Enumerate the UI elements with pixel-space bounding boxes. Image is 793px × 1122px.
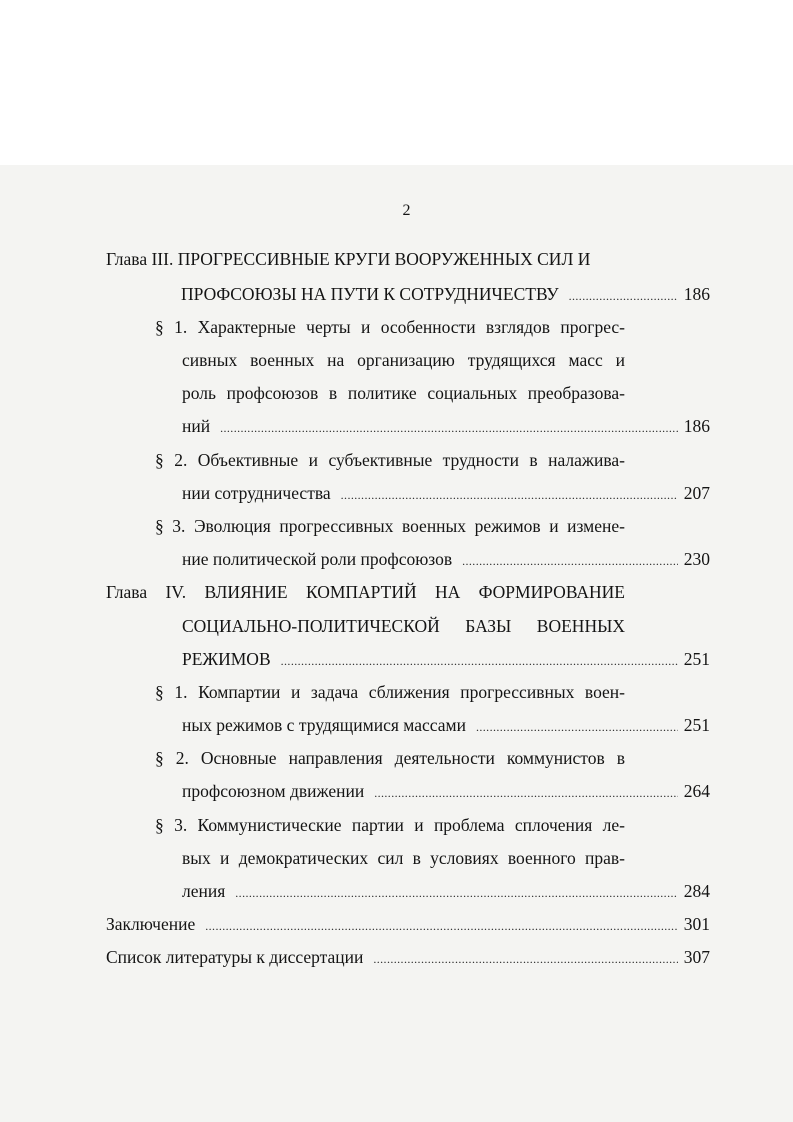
ch3-section-2-line-1: § 2. Объективные и субъективные трудности в налажива- [155, 450, 625, 470]
ch3-section-2-entry[interactable] [182, 481, 710, 505]
ch4-section-1-page: 251 [683, 715, 710, 735]
ch3-section-2-page: 207 [683, 483, 710, 503]
dot-leader [281, 649, 678, 671]
ch4-section-3-line-1: § 3. Коммунистические партии и проблема сплочения ле- [155, 815, 625, 835]
ch4-section-2-entry[interactable] [182, 779, 710, 803]
ch4-section-3-entry[interactable] [182, 879, 710, 903]
dot-leader [341, 483, 678, 505]
chapter-4-page: 251 [683, 649, 710, 669]
ch4-section-3-line-3: ления [182, 881, 226, 901]
ch3-section-1-line-2: сивных военных на организацию трудящихся масс и [182, 350, 625, 370]
ch4-section-2-line-2: профсоюзном движении [182, 781, 365, 801]
dot-leader [235, 881, 677, 903]
ch4-section-1-line-1: § 1. Компартии и задача сближения прогрессивных воен- [155, 682, 625, 702]
ch3-section-3-entry[interactable] [182, 547, 710, 571]
bibliography-title: Список литературы к диссертации [106, 947, 364, 967]
conclusion-entry[interactable] [106, 912, 710, 936]
ch3-section-3-line-2: ние политической роли профсоюзов [182, 549, 453, 569]
bibliography-entry[interactable] [106, 945, 710, 969]
dot-leader [374, 781, 678, 803]
chapter-4-title-line-1: Глава IV. ВЛИЯНИЕ КОМПАРТИЙ НА ФОРМИРОВАНИЕ [106, 582, 625, 602]
dot-leader [373, 947, 677, 969]
dot-leader [462, 549, 678, 571]
ch4-section-1-line-2: ных режимов с трудящимися массами [182, 715, 466, 735]
ch4-section-2-line-1: § 2. Основные направления деятельности коммунистов в [155, 748, 625, 768]
chapter-4-title-line-3: РЕЖИМОВ [182, 649, 271, 669]
chapter-3-entry[interactable] [181, 282, 710, 306]
ch4-section-3-page: 284 [683, 881, 710, 901]
ch4-section-3-line-2: вых и демократических сил в условиях военного прав- [182, 848, 625, 868]
chapter-4-entry[interactable] [182, 647, 710, 671]
conclusion-page: 301 [683, 914, 710, 934]
ch4-section-1-entry[interactable] [182, 713, 710, 737]
dot-leader [476, 715, 678, 737]
ch3-section-2-line-2: нии сотрудничества [182, 483, 331, 503]
ch3-section-1-line-1: § 1. Характерные черты и особенности взглядов прогрес- [155, 317, 625, 337]
dot-leader [569, 284, 678, 306]
conclusion-title: Заключение [106, 914, 196, 934]
chapter-3-title-line-1: Глава III. ПРОГРЕССИВНЫЕ КРУГИ ВООРУЖЕННЫХ СИЛ И [106, 249, 591, 269]
bibliography-page: 307 [683, 947, 710, 967]
ch3-section-1-line-3: роль профсоюзов в политике социальных преобразова- [182, 383, 625, 403]
ch3-section-1-line-4: ний [182, 416, 211, 436]
ch3-section-3-line-1: § 3. Эволюция прогрессивных военных режимов и измене- [155, 516, 625, 536]
ch3-section-3-page: 230 [683, 549, 710, 569]
dot-leader [220, 416, 678, 438]
ch4-section-2-page: 264 [683, 781, 710, 801]
chapter-4-title-line-2: СОЦИАЛЬНО-ПОЛИТИЧЕСКОЙ БАЗЫ ВОЕННЫХ [182, 616, 625, 636]
chapter-3-page: 186 [683, 284, 710, 304]
chapter-3-title-line-2: ПРОФСОЮЗЫ НА ПУТИ К СОТРУДНИЧЕСТВУ [181, 284, 559, 304]
ch3-section-1-page: 186 [683, 416, 710, 436]
page-number: 2 [402, 202, 411, 219]
dot-leader [205, 914, 678, 936]
ch3-section-1-entry[interactable] [182, 414, 710, 438]
